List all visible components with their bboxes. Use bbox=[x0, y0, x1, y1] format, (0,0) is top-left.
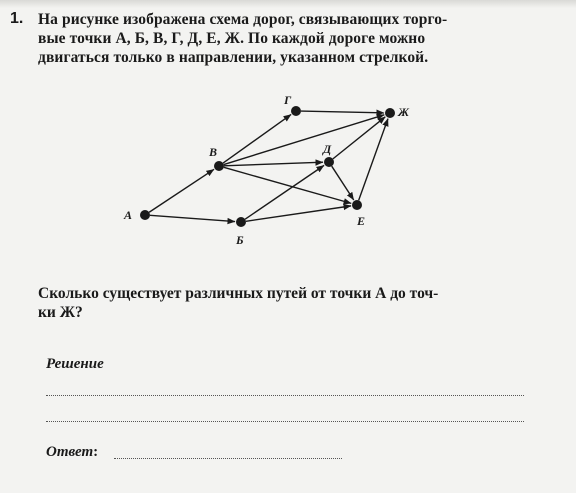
node-label-d: Д bbox=[323, 142, 332, 156]
statement-line-2: вые точки А, Б, В, Г, Д, Е, Ж. По каждой дороге можно bbox=[38, 30, 426, 47]
answer-input-line[interactable] bbox=[114, 458, 342, 459]
node-label-zh: Ж bbox=[398, 105, 410, 119]
edge-v-d bbox=[224, 162, 323, 166]
question bbox=[38, 284, 528, 322]
solution-line-1[interactable] bbox=[46, 395, 524, 396]
edge-a-b bbox=[150, 215, 235, 221]
edge-e-zh bbox=[359, 119, 388, 201]
solution-label: Решение bbox=[46, 356, 104, 372]
question-line-1: Сколько существует различных путей от точки А до точ- bbox=[38, 285, 439, 302]
edge-d-e bbox=[332, 166, 354, 200]
edge-v-zh bbox=[224, 115, 384, 165]
node-label-a: А bbox=[124, 208, 133, 222]
node-label-e: Е bbox=[357, 214, 366, 228]
node-e bbox=[352, 200, 362, 210]
edge-g-zh bbox=[301, 111, 384, 113]
answer-label-text: Ответ bbox=[46, 444, 94, 460]
statement-line-1: На рисунке изображена схема дорог, связывающих торго- bbox=[38, 11, 448, 28]
edge-a-v bbox=[149, 169, 214, 212]
edge-v-g bbox=[223, 114, 291, 163]
edge-v-e bbox=[224, 167, 351, 203]
node-d bbox=[324, 157, 334, 167]
problem-number: 1. bbox=[10, 10, 24, 27]
solution-line-2[interactable] bbox=[46, 421, 524, 422]
graph-labels bbox=[123, 93, 410, 247]
question-line-2: ки Ж? bbox=[38, 304, 83, 321]
node-b bbox=[236, 217, 246, 227]
statement-line-3: двигаться только в направлении, указанном стрелкой. bbox=[38, 49, 429, 66]
node-v bbox=[214, 161, 224, 171]
answer-colon: : bbox=[93, 444, 99, 460]
answer-label bbox=[46, 444, 98, 461]
node-label-v: В bbox=[209, 145, 218, 159]
node-g bbox=[291, 106, 301, 116]
node-zh bbox=[385, 108, 395, 118]
graph-nodes bbox=[140, 106, 395, 227]
node-label-g: Г bbox=[284, 93, 292, 107]
node-a bbox=[140, 210, 150, 220]
node-label-b: Б bbox=[236, 233, 244, 247]
